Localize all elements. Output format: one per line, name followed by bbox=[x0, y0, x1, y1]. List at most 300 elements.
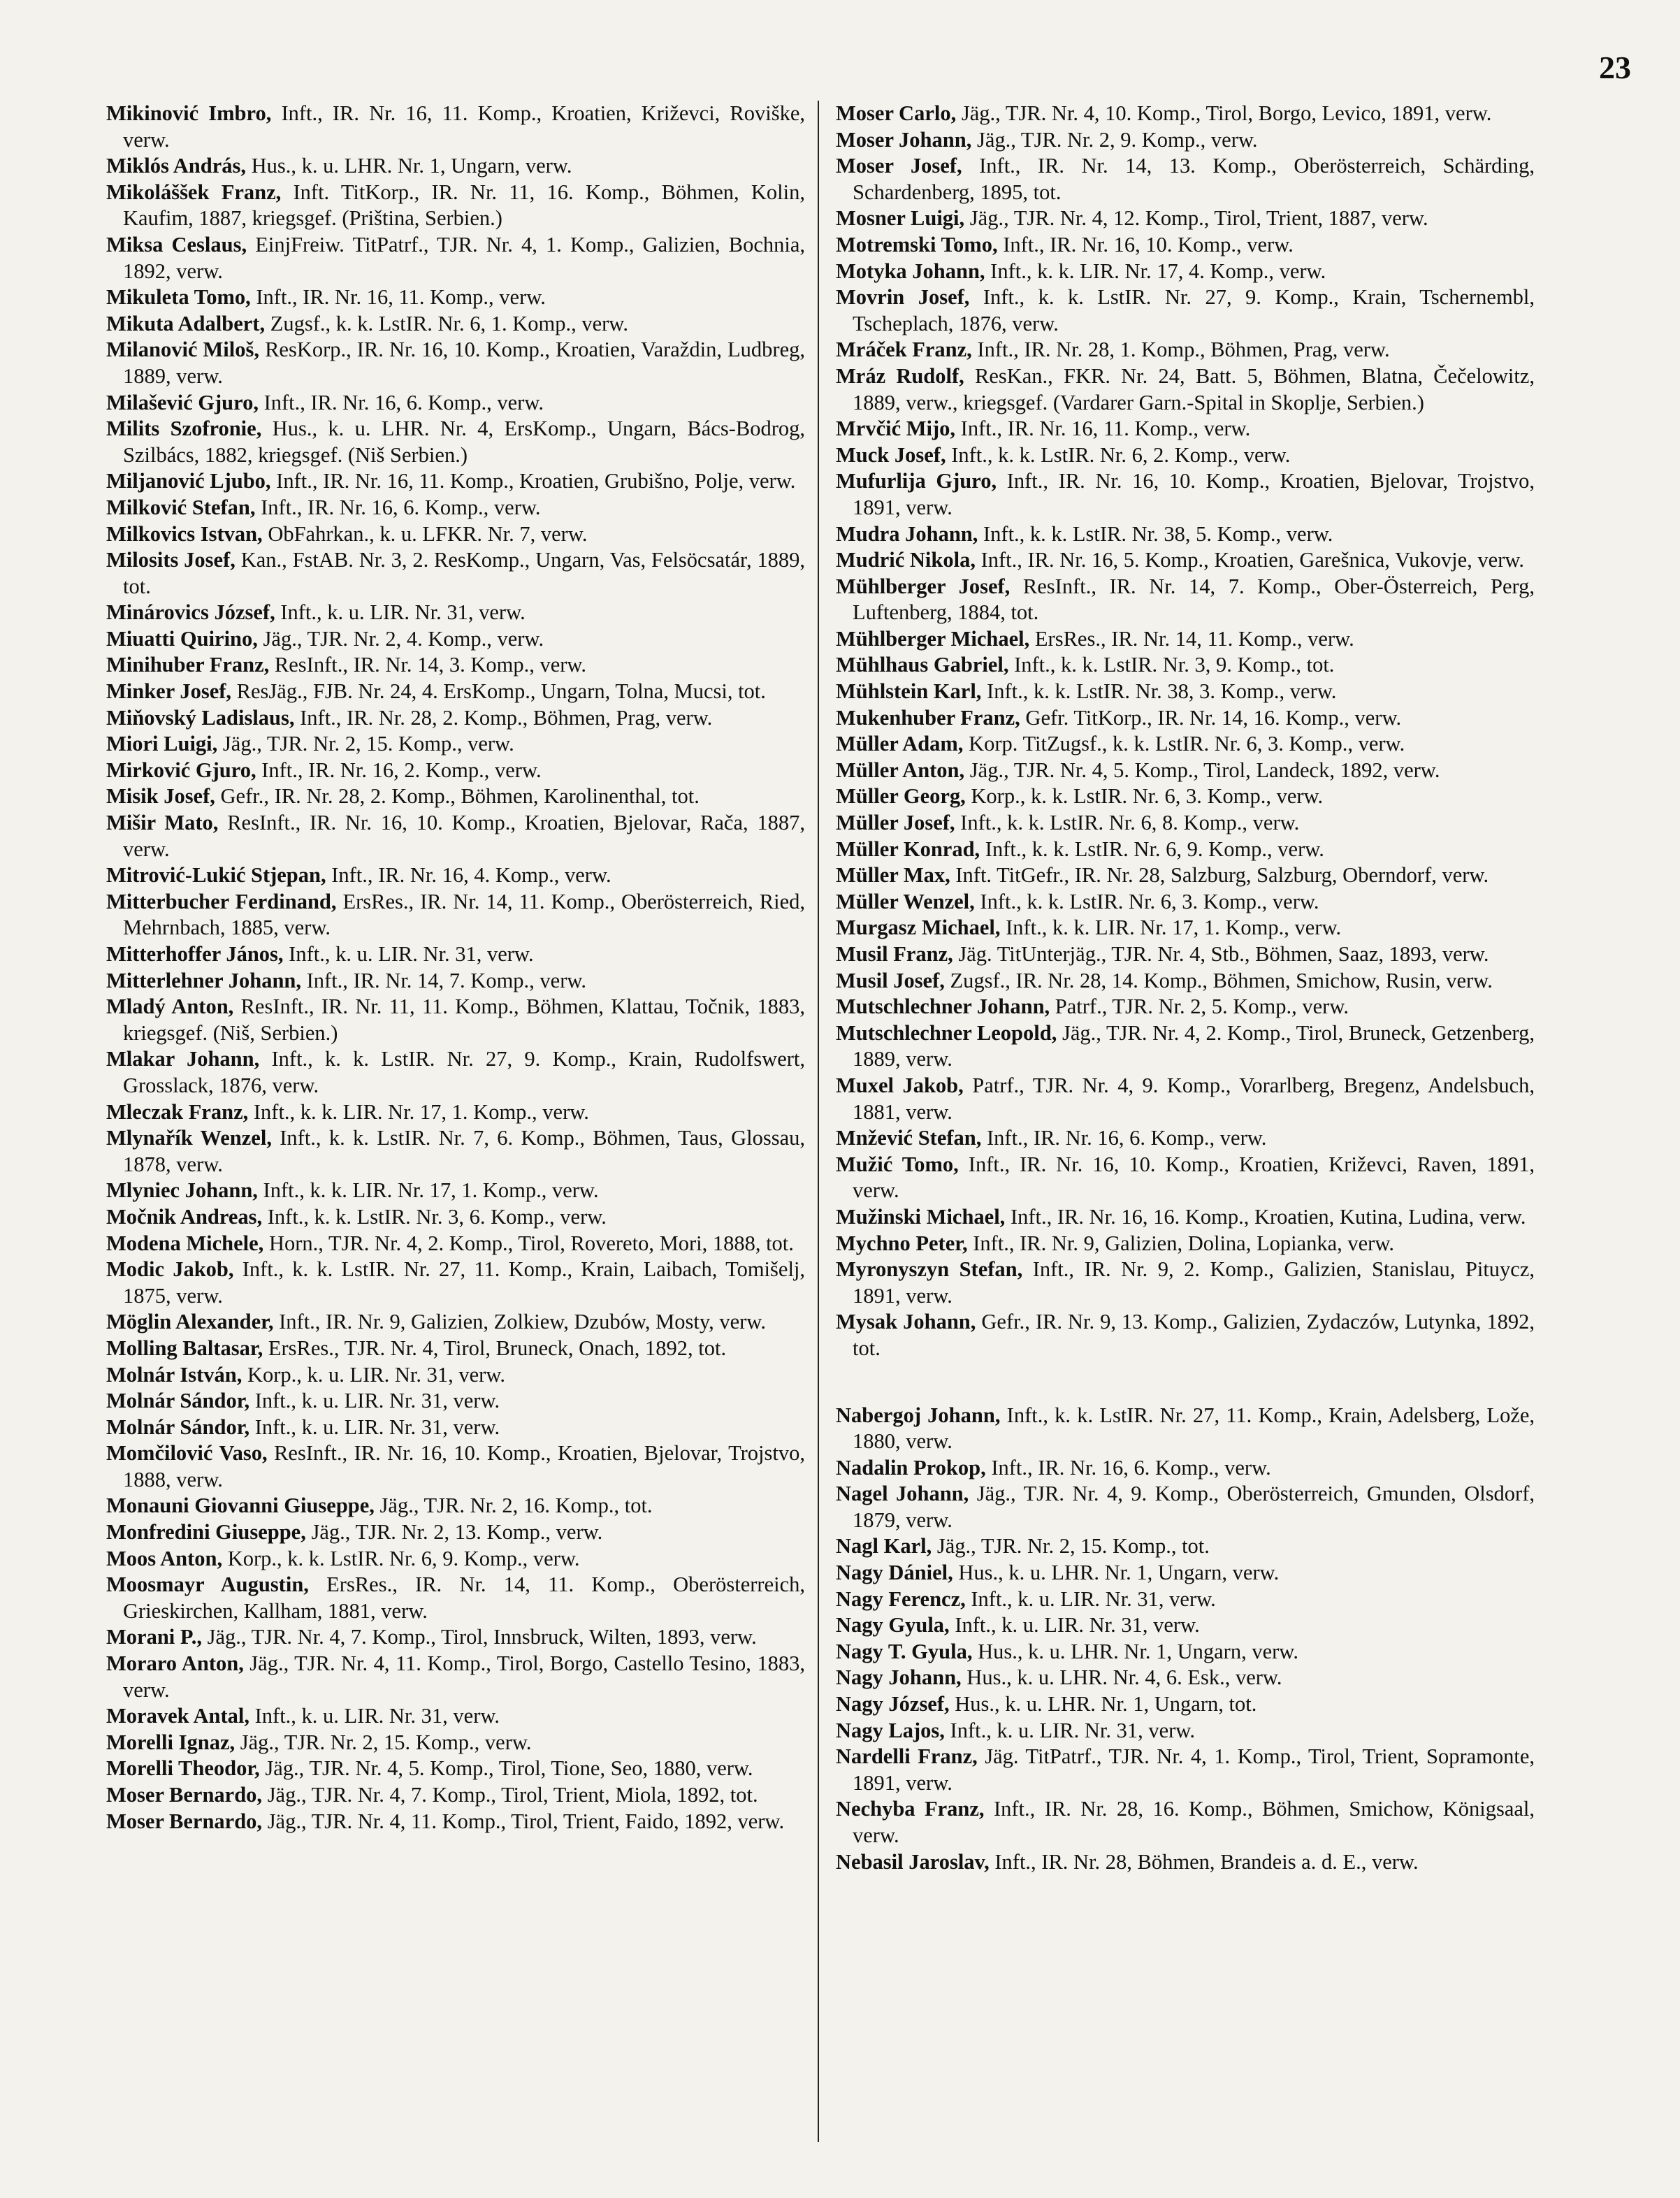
entry-name: Mikoláššek Franz, bbox=[106, 180, 282, 204]
entry-details: Jäg., TJR. Nr. 4, 7. Komp., Tirol, Trient, Miola, 1892, tot. bbox=[267, 1783, 758, 1807]
entry-name: Moos Anton, bbox=[106, 1546, 223, 1570]
entry-details: Inft., k. k. LstIR. Nr. 6, 2. Komp., verw. bbox=[951, 442, 1291, 467]
entry-details: Inft., IR. Nr. 9, Galizien, Dolina, Lopianka, verw. bbox=[973, 1231, 1395, 1255]
list-entry bbox=[836, 574, 1535, 626]
list-entry bbox=[106, 101, 805, 153]
entry-name: Müller Adam, bbox=[836, 732, 964, 756]
list-entry bbox=[836, 626, 1535, 653]
entry-details: Inft., IR. Nr. 28, 2. Komp., Böhmen, Prag, verw. bbox=[300, 705, 713, 730]
entry-details: Inft., IR. Nr. 28, 16. Komp., Böhmen, Smichow, Königsaal, verw. bbox=[853, 1797, 1535, 1847]
entry-details: Jäg., TJR. Nr. 2, 4. Komp., verw. bbox=[263, 626, 544, 651]
page-number: 23 bbox=[1599, 50, 1631, 85]
list-entry bbox=[836, 758, 1535, 784]
entry-details: Inft., k. k. LIR. Nr. 17, 1. Komp., verw. bbox=[1006, 916, 1342, 940]
entry-details: Inft., IR. Nr. 16, 6. Komp., verw. bbox=[261, 495, 541, 519]
list-entry bbox=[106, 1493, 805, 1519]
list-entry bbox=[106, 284, 805, 311]
entry-details: EinjFreiw. TitPatrf., TJR. Nr. 4, 1. Komp., Galizien, Bochnia, 1892, verw. bbox=[123, 232, 805, 283]
list-entry bbox=[106, 1046, 805, 1099]
list-entry bbox=[836, 1455, 1535, 1482]
entry-details: Jäg., TJR. Nr. 2, 13. Komp., verw. bbox=[311, 1520, 603, 1545]
entry-details: Jäg., TJR. Nr. 2, 15. Komp., verw. bbox=[222, 732, 514, 756]
entry-details: Inft., IR. Nr. 16, 2. Komp., verw. bbox=[261, 758, 542, 782]
entry-name: Nadalin Prokop, bbox=[836, 1455, 986, 1480]
entry-details: Gefr., IR. Nr. 9, 13. Komp., Galizien, Zydaczów, Lutynka, 1892, tot. bbox=[853, 1310, 1535, 1360]
list-entry bbox=[106, 783, 805, 810]
entry-name: Moser Josef, bbox=[836, 154, 962, 178]
list-entry bbox=[106, 1362, 805, 1389]
list-entry bbox=[836, 259, 1535, 285]
list-entry bbox=[836, 1744, 1535, 1796]
entry-name: Morelli Theodor, bbox=[106, 1756, 260, 1781]
list-entry bbox=[106, 1204, 805, 1231]
entry-name: Mufurlija Gjuro, bbox=[836, 469, 997, 493]
entry-details: Jäg., TJR. Nr. 2, 15. Komp., tot. bbox=[936, 1534, 1210, 1559]
list-entry bbox=[836, 442, 1535, 469]
entry-name: Moser Bernardo, bbox=[106, 1783, 263, 1807]
list-entry bbox=[836, 968, 1535, 995]
entry-details: Inft., k. k. LstIR. Nr. 27, 9. Komp., Krain, Tschernembl, Tscheplach, 1876, verw. bbox=[853, 285, 1535, 335]
entry-details: Inft., k. k. LstIR. Nr. 3, 6. Komp., verw. bbox=[267, 1204, 607, 1229]
entry-name: Murgasz Michael, bbox=[836, 916, 1001, 940]
entry-details: Inft., IR. Nr. 16, 11. Komp., verw. bbox=[256, 285, 546, 310]
list-entry bbox=[106, 1651, 805, 1703]
entry-name: Mužinski Michael, bbox=[836, 1204, 1006, 1229]
entry-details: Patrf., TJR. Nr. 2, 5. Komp., verw. bbox=[1055, 995, 1349, 1019]
list-entry bbox=[836, 862, 1535, 889]
entry-details: Patrf., TJR. Nr. 4, 9. Komp., Vorarlberg, Bregenz, Andelsbuch, 1881, verw. bbox=[853, 1073, 1535, 1124]
list-entry bbox=[836, 679, 1535, 705]
entry-name: Nagy Dániel, bbox=[836, 1561, 953, 1585]
entry-details: Inft., k. u. LIR. Nr. 31, verw. bbox=[254, 1704, 500, 1728]
entry-details: Inft., k. k. LstIR. Nr. 38, 5. Komp., verw. bbox=[983, 521, 1333, 546]
entry-name: Nagy Johann, bbox=[836, 1665, 962, 1690]
entry-name: Mikuta Adalbert, bbox=[106, 311, 266, 335]
list-entry bbox=[836, 889, 1535, 916]
entry-name: Minihuber Franz, bbox=[106, 653, 270, 677]
entry-details: Hus., k. u. LHR. Nr. 1, Ungarn, verw. bbox=[978, 1639, 1298, 1663]
entry-name: Mladý Anton, bbox=[106, 995, 234, 1019]
entry-details: Inft., k. k. LstIR. Nr. 3, 9. Komp., tot. bbox=[1014, 653, 1335, 677]
entry-details: Jäg., TJR. Nr. 4, 11. Komp., Tirol, Trient, Faido, 1892, verw. bbox=[267, 1809, 785, 1833]
entry-details: Inft., k. u. LIR. Nr. 31, verw. bbox=[289, 942, 534, 966]
list-entry bbox=[836, 1691, 1535, 1718]
entry-details: Inft., k. k. LIR. Nr. 17, 4. Komp., verw. bbox=[990, 259, 1326, 283]
list-entry bbox=[836, 1796, 1535, 1849]
entry-details: Inft., IR. Nr. 9, Galizien, Zolkiew, Dzubów, Mosty, verw. bbox=[279, 1310, 766, 1334]
entry-name: Muck Josef, bbox=[836, 442, 946, 467]
entry-details: Inft., IR. Nr. 16, 6. Komp., verw. bbox=[263, 390, 544, 414]
entry-name: Milašević Gjuro, bbox=[106, 390, 259, 414]
list-entry bbox=[836, 1152, 1535, 1204]
entry-name: Milkovics Istvan, bbox=[106, 521, 263, 546]
list-entry bbox=[106, 1415, 805, 1441]
list-entry bbox=[836, 1612, 1535, 1639]
entry-details: Jäg., TJR. Nr. 4, 11. Komp., Tirol, Borgo, Castello Tesino, 1883, verw. bbox=[123, 1651, 805, 1702]
entry-details: Inft., IR. Nr. 14, 13. Komp., Oberösterreich, Schärding, Schardenberg, 1895, tot. bbox=[853, 154, 1535, 204]
list-entry bbox=[836, 837, 1535, 863]
list-entry bbox=[106, 1178, 805, 1204]
right-column-n-entries bbox=[836, 1403, 1535, 1876]
list-entry bbox=[836, 941, 1535, 968]
list-entry bbox=[836, 1257, 1535, 1309]
list-entry bbox=[836, 101, 1535, 127]
entry-name: Mlakar Johann, bbox=[106, 1047, 260, 1071]
entry-name: Mráz Rudolf, bbox=[836, 363, 964, 388]
list-entry bbox=[836, 153, 1535, 205]
entry-name: Mühlberger Michael, bbox=[836, 626, 1030, 651]
entry-details: ResKorp., IR. Nr. 16, 10. Komp., Kroatien, Varaždin, Ludbreg, 1889, verw. bbox=[123, 338, 805, 388]
list-entry bbox=[836, 521, 1535, 548]
list-entry bbox=[106, 547, 805, 600]
entry-details: ResJäg., FJB. Nr. 24, 4. ErsKomp., Ungarn, Tolna, Mucsi, tot. bbox=[236, 679, 766, 704]
entry-name: Müller Georg, bbox=[836, 784, 966, 809]
entry-details: Inft., IR. Nr. 9, 2. Komp., Galizien, Stanislau, Pituycz, 1891, verw. bbox=[853, 1257, 1535, 1308]
entry-details: Inft., IR. Nr. 16, 5. Komp., Kroatien, Garešnica, Vukovje, verw. bbox=[980, 548, 1525, 572]
list-entry bbox=[836, 1125, 1535, 1152]
entry-details: Hus., k. u. LHR. Nr. 1, Ungarn, verw. bbox=[251, 154, 572, 178]
entry-name: Miljanović Ljubo, bbox=[106, 469, 271, 493]
list-entry bbox=[106, 311, 805, 338]
entry-name: Minker Josef, bbox=[106, 679, 232, 704]
entry-details: Jäg., TJR. Nr. 4, 2. Komp., Tirol, Bruneck, Getzenberg, 1889, verw. bbox=[853, 1020, 1535, 1071]
entry-details: Hus., k. u. LHR. Nr. 1, Ungarn, verw. bbox=[958, 1561, 1280, 1585]
list-entry bbox=[836, 1403, 1535, 1455]
entry-details: Inft., IR. Nr. 16, 4. Komp., verw. bbox=[331, 863, 611, 888]
entry-name: Nardelli Franz, bbox=[836, 1744, 978, 1769]
entry-name: Mysak Johann, bbox=[836, 1310, 976, 1334]
list-entry bbox=[106, 390, 805, 417]
entry-name: Mudrić Nikola, bbox=[836, 548, 976, 572]
entry-name: Mikinović Imbro, bbox=[106, 101, 272, 125]
entry-name: Nagy Gyula, bbox=[836, 1613, 950, 1637]
list-entry bbox=[836, 547, 1535, 574]
entry-name: Muxel Jakob, bbox=[836, 1073, 964, 1097]
entry-name: Müller Konrad, bbox=[836, 837, 980, 861]
entry-name: Moser Bernardo, bbox=[106, 1809, 263, 1833]
entry-name: Nagel Johann, bbox=[836, 1482, 969, 1506]
entry-name: Mychno Peter, bbox=[836, 1231, 968, 1255]
list-entry bbox=[836, 284, 1535, 337]
list-entry bbox=[836, 416, 1535, 442]
entry-details: ObFahrkan., k. u. LFKR. Nr. 7, verw. bbox=[268, 521, 588, 546]
entry-details: ResKan., FKR. Nr. 24, Batt. 5, Böhmen, Blatna, Čečelowitz, 1889, verw., kriegsgef. (Vardarer Garn.-Spital in Skoplje, Serbien.) bbox=[853, 363, 1535, 414]
list-entry bbox=[106, 468, 805, 495]
list-entry bbox=[836, 205, 1535, 232]
entry-details: Jäg., TJR. Nr. 2, 9. Komp., verw. bbox=[976, 127, 1258, 152]
entry-name: Myronyszyn Stefan, bbox=[836, 1257, 1023, 1282]
entry-details: Korp., k. k. LstIR. Nr. 6, 3. Komp., verw. bbox=[971, 784, 1324, 809]
entry-details: Inft., k. k. LstIR. Nr. 27, 11. Komp., Krain, Laibach, Tomišelj, 1875, verw. bbox=[123, 1257, 805, 1308]
list-entry bbox=[106, 652, 805, 679]
entry-details: Inft., k. k. LstIR. Nr. 7, 6. Komp., Böhmen, Taus, Glossau, 1878, verw. bbox=[123, 1126, 805, 1176]
entry-name: Nebasil Jaroslav, bbox=[836, 1849, 990, 1874]
entry-details: Inft. TitKorp., IR. Nr. 11, 16. Komp., Böhmen, Kolin, Kaufim, 1887, kriegsgef. (Priština, Serbien.) bbox=[123, 180, 805, 231]
list-entry bbox=[836, 1309, 1535, 1361]
entry-name: Mitrović-Lukić Stjepan, bbox=[106, 863, 326, 888]
entry-details: Inft., k. k. LstIR. Nr. 38, 3. Komp., verw. bbox=[987, 679, 1337, 704]
list-entry bbox=[836, 1020, 1535, 1073]
entry-name: Mudra Johann, bbox=[836, 521, 978, 546]
list-entry bbox=[836, 705, 1535, 732]
entry-details: Inft., k. k. LstIR. Nr. 27, 9. Komp., Krain, Rudolfswert, Grosslack, 1876, verw. bbox=[123, 1047, 805, 1097]
entry-name: Mühlhaus Gabriel, bbox=[836, 653, 1009, 677]
list-entry bbox=[836, 915, 1535, 941]
list-entry bbox=[106, 626, 805, 653]
entry-name: Monauni Giovanni Giuseppe, bbox=[106, 1494, 375, 1518]
list-entry bbox=[836, 468, 1535, 521]
list-entry bbox=[836, 783, 1535, 810]
list-entry bbox=[836, 1586, 1535, 1613]
entry-name: Milits Szofronie, bbox=[106, 417, 262, 441]
entry-name: Musil Franz, bbox=[836, 942, 953, 966]
entry-details: Hus., k. u. LHR. Nr. 4, 6. Esk., verw. bbox=[966, 1665, 1282, 1690]
entry-name: Molnár Sándor, bbox=[106, 1389, 250, 1413]
list-entry bbox=[836, 652, 1535, 679]
list-entry bbox=[106, 1519, 805, 1546]
entry-name: Močnik Andreas, bbox=[106, 1204, 263, 1229]
entry-name: Mlyniec Johann, bbox=[106, 1178, 258, 1203]
list-entry bbox=[106, 1440, 805, 1493]
list-entry bbox=[106, 1730, 805, 1756]
entry-details: Inft., k. u. LIR. Nr. 31, verw. bbox=[950, 1718, 1195, 1742]
list-entry bbox=[836, 1639, 1535, 1665]
entry-name: Monfredini Giuseppe, bbox=[106, 1520, 306, 1545]
entry-name: Moraro Anton, bbox=[106, 1651, 244, 1676]
column-divider bbox=[818, 101, 819, 2142]
list-entry bbox=[106, 232, 805, 284]
entry-details: Jäg. TitUnterjäg., TJR. Nr. 4, Stb., Böhmen, Saaz, 1893, verw. bbox=[958, 942, 1489, 966]
list-entry bbox=[106, 1309, 805, 1336]
list-entry bbox=[106, 679, 805, 705]
entry-name: Motyka Johann, bbox=[836, 259, 985, 283]
entry-details: Inft., k. k. LIR. Nr. 17, 1. Komp., verw. bbox=[263, 1178, 599, 1203]
list-entry bbox=[106, 600, 805, 626]
list-entry bbox=[106, 1756, 805, 1782]
entry-details: ErsRes., TJR. Nr. 4, Tirol, Bruneck, Onach, 1892, tot. bbox=[268, 1336, 727, 1360]
entry-details: Kan., FstAB. Nr. 3, 2. ResKomp., Ungarn, Vas, Felsöcsatár, 1889, tot. bbox=[123, 548, 805, 598]
entry-details: Jäg., TJR. Nr. 4, 10. Komp., Tirol, Borgo, Levico, 1891, verw. bbox=[961, 101, 1492, 125]
list-entry bbox=[106, 941, 805, 968]
list-entry bbox=[106, 495, 805, 521]
entry-details: Inft., k. u. LIR. Nr. 31, verw. bbox=[254, 1415, 500, 1439]
entry-name: Moser Carlo, bbox=[836, 101, 957, 125]
entry-name: Nagl Karl, bbox=[836, 1534, 932, 1559]
list-entry bbox=[106, 1809, 805, 1835]
list-entry bbox=[836, 1560, 1535, 1586]
list-entry bbox=[106, 521, 805, 548]
list-entry bbox=[836, 1849, 1535, 1876]
entry-details: Zugsf., k. k. LstIR. Nr. 6, 1. Komp., verw. bbox=[270, 311, 628, 335]
list-entry bbox=[106, 1782, 805, 1809]
entry-name: Milosits Josef, bbox=[106, 548, 236, 572]
entry-details: Jäg., TJR. Nr. 4, 12. Komp., Tirol, Trient, 1887, verw. bbox=[969, 206, 1428, 231]
entry-name: Mitterbucher Ferdinand, bbox=[106, 889, 337, 913]
entry-details: Inft. TitGefr., IR. Nr. 28, Salzburg, Salzburg, Oberndorf, verw. bbox=[955, 863, 1489, 888]
list-entry bbox=[106, 1231, 805, 1257]
entry-name: Müller Wenzel, bbox=[836, 889, 975, 913]
list-entry bbox=[106, 1546, 805, 1572]
entry-details: Inft., IR. Nr. 16, 10. Komp., Kroatien, Bjelovar, Trojstvo, 1891, verw. bbox=[853, 469, 1535, 519]
left-column bbox=[106, 101, 805, 2156]
list-entry bbox=[106, 810, 805, 862]
entry-details: Gefr. TitKorp., IR. Nr. 14, 16. Komp., verw. bbox=[1025, 705, 1402, 730]
entry-name: Miuatti Quirino, bbox=[106, 626, 258, 651]
list-entry bbox=[836, 1231, 1535, 1257]
entry-details: Korp. TitZugsf., k. k. LstIR. Nr. 6, 3. Komp., verw. bbox=[969, 732, 1405, 756]
entry-name: Mráček Franz, bbox=[836, 338, 972, 362]
entry-name: Mirković Gjuro, bbox=[106, 758, 256, 782]
entry-name: Nagy Ferencz, bbox=[836, 1586, 966, 1611]
list-entry bbox=[106, 1624, 805, 1651]
entry-details: ErsRes., IR. Nr. 14, 11. Komp., Oberösterreich, Grieskirchen, Kallham, 1881, verw. bbox=[123, 1572, 805, 1623]
entry-name: Möglin Alexander, bbox=[106, 1310, 274, 1334]
list-entry bbox=[106, 889, 805, 941]
list-entry bbox=[836, 1481, 1535, 1533]
entry-name: Nagy T. Gyula, bbox=[836, 1639, 973, 1663]
entry-details: ResInft., IR. Nr. 11, 11. Komp., Böhmen, Klattau, Točnik, 1883, kriegsgef. (Niš, Serbien.) bbox=[123, 995, 805, 1045]
list-entry bbox=[836, 1665, 1535, 1691]
entry-name: Musil Josef, bbox=[836, 968, 945, 992]
entry-details: Inft., k. k. LstIR. Nr. 6, 9. Komp., verw. bbox=[985, 837, 1324, 861]
entry-details: Inft., k. u. LIR. Nr. 31, verw. bbox=[971, 1586, 1216, 1611]
list-entry bbox=[836, 363, 1535, 416]
entry-name: Mišir Mato, bbox=[106, 811, 219, 835]
entry-name: Mukenhuber Franz, bbox=[836, 705, 1020, 730]
entry-name: Mleczak Franz, bbox=[106, 1099, 249, 1124]
list-entry bbox=[106, 994, 805, 1046]
entry-name: Morani P., bbox=[106, 1625, 202, 1649]
list-entry bbox=[106, 1125, 805, 1178]
list-entry bbox=[106, 1099, 805, 1126]
entry-name: Miňovský Ladislaus, bbox=[106, 705, 295, 730]
list-entry bbox=[836, 1204, 1535, 1231]
entry-details: ResInft., IR. Nr. 16, 10. Komp., Kroatien, Bjelovar, Trojstvo, 1888, verw. bbox=[123, 1441, 805, 1491]
entry-details: Gefr., IR. Nr. 28, 2. Komp., Böhmen, Karolinenthal, tot. bbox=[220, 784, 700, 809]
entry-name: Nagy József, bbox=[836, 1692, 950, 1716]
right-column bbox=[836, 101, 1535, 2156]
entry-details: Inft., k. k. LstIR. Nr. 6, 3. Komp., verw. bbox=[980, 889, 1319, 913]
entry-details: Inft., k. k. LIR. Nr. 17, 1. Komp., verw. bbox=[253, 1099, 589, 1124]
entry-name: Milanović Miloš, bbox=[106, 338, 259, 362]
entry-name: Mlynařík Wenzel, bbox=[106, 1126, 272, 1150]
entry-name: Mitterlehner Johann, bbox=[106, 968, 301, 992]
entry-name: Miklós András, bbox=[106, 154, 246, 178]
right-column-m-entries bbox=[836, 101, 1535, 1362]
list-entry bbox=[836, 1073, 1535, 1125]
entry-name: Müller Max, bbox=[836, 863, 950, 888]
entry-name: Nechyba Franz, bbox=[836, 1797, 985, 1821]
entry-name: Mutschlechner Leopold, bbox=[836, 1020, 1057, 1045]
entry-details: Inft., k. u. LIR. Nr. 31, verw. bbox=[955, 1613, 1200, 1637]
entry-name: Mitterhoffer János, bbox=[106, 942, 284, 966]
entry-name: Moser Johann, bbox=[836, 127, 972, 152]
entry-name: Molnár Sándor, bbox=[106, 1415, 250, 1439]
entry-name: Movrin Josef, bbox=[836, 285, 970, 310]
entry-name: Müller Josef, bbox=[836, 811, 955, 835]
list-entry bbox=[106, 1703, 805, 1730]
list-entry bbox=[106, 1336, 805, 1362]
entry-name: Mühlstein Karl, bbox=[836, 679, 982, 704]
list-entry bbox=[106, 758, 805, 784]
entry-name: Misik Josef, bbox=[106, 784, 215, 809]
list-entry bbox=[106, 1388, 805, 1415]
entry-name: Morelli Ignaz, bbox=[106, 1730, 236, 1754]
list-entry bbox=[106, 1257, 805, 1309]
entry-name: Modic Jakob, bbox=[106, 1257, 234, 1282]
entry-details: ResInft., IR. Nr. 14, 7. Komp., Ober-Österreich, Perg, Luftenberg, 1884, tot. bbox=[853, 574, 1535, 625]
entry-name: Miori Luigi, bbox=[106, 732, 218, 756]
entry-details: Inft., IR. Nr. 16, 10. Komp., verw. bbox=[1003, 232, 1294, 256]
entry-details: Inft., IR. Nr. 16, 11. Komp., Kroatien, Križevci, Roviške, verw. bbox=[123, 101, 805, 152]
list-entry bbox=[836, 731, 1535, 758]
entry-details: Hus., k. u. LHR. Nr. 4, ErsKomp., Ungarn, Bács-Bodrog, Szilbács, 1882, kriegsgef. (Niš Serbien.) bbox=[123, 417, 805, 467]
entry-details: Jäg., TJR. Nr. 4, 5. Komp., Tirol, Landeck, 1892, verw. bbox=[969, 758, 1440, 782]
entry-name: Mosner Luigi, bbox=[836, 206, 965, 231]
list-entry bbox=[836, 1718, 1535, 1744]
entry-details: Inft., IR. Nr. 28, Böhmen, Brandeis a. d. E., verw. bbox=[994, 1849, 1419, 1874]
entry-details: Hus., k. u. LHR. Nr. 1, Ungarn, tot. bbox=[955, 1692, 1257, 1716]
entry-details: Inft., IR. Nr. 16, 10. Komp., Kroatien, Križevci, Raven, 1891, verw. bbox=[853, 1152, 1535, 1203]
entry-name: Momčilović Vaso, bbox=[106, 1441, 268, 1466]
entry-name: Molnár István, bbox=[106, 1362, 242, 1387]
list-entry bbox=[836, 337, 1535, 363]
entry-details: Inft., IR. Nr. 16, 6. Komp., verw. bbox=[987, 1126, 1267, 1150]
entry-details: Inft., IR. Nr. 16, 16. Komp., Kroatien, Kutina, Ludina, verw. bbox=[1010, 1204, 1526, 1229]
entry-details: Inft., k. u. LIR. Nr. 31, verw. bbox=[280, 600, 526, 625]
entry-details: Korp., k. k. LstIR. Nr. 6, 9. Komp., verw. bbox=[227, 1546, 580, 1570]
entry-details: Zugsf., IR. Nr. 28, 14. Komp., Böhmen, Smichow, Rusin, verw. bbox=[950, 968, 1493, 992]
entry-details: Jäg. TitPatrf., TJR. Nr. 4, 1. Komp., Tirol, Trient, Sopramonte, 1891, verw. bbox=[853, 1744, 1535, 1795]
entry-name: Müller Anton, bbox=[836, 758, 965, 782]
list-entry bbox=[106, 416, 805, 468]
list-entry bbox=[836, 232, 1535, 259]
list-entry bbox=[106, 180, 805, 232]
entry-name: Miksa Ceslaus, bbox=[106, 232, 247, 256]
entry-details: ErsRes., IR. Nr. 14, 11. Komp., Oberösterreich, Ried, Mehrnbach, 1885, verw. bbox=[123, 889, 805, 940]
entry-name: Modena Michele, bbox=[106, 1231, 264, 1255]
entry-details: Inft., k. k. LstIR. Nr. 27, 11. Komp., Krain, Adelsberg, Lože, 1880, verw. bbox=[853, 1403, 1535, 1454]
entry-details: Inft., k. u. LIR. Nr. 31, verw. bbox=[254, 1389, 500, 1413]
section-gap bbox=[836, 1362, 1535, 1403]
entry-name: Nabergoj Johann, bbox=[836, 1403, 1001, 1427]
entry-details: Horn., TJR. Nr. 4, 2. Komp., Tirol, Rovereto, Mori, 1888, tot. bbox=[268, 1231, 794, 1255]
entry-name: Milković Stefan, bbox=[106, 495, 256, 519]
entry-details: Jäg., TJR. Nr. 4, 7. Komp., Tirol, Innsbruck, Wilten, 1893, verw. bbox=[207, 1625, 757, 1649]
entry-details: Inft., IR. Nr. 16, 11. Komp., Kroatien, Grubišno, Polje, verw. bbox=[276, 469, 796, 493]
entry-details: Inft., IR. Nr. 16, 11. Komp., verw. bbox=[960, 417, 1251, 441]
entry-details: Korp., k. u. LIR. Nr. 31, verw. bbox=[247, 1362, 506, 1387]
entry-details: Inft., IR. Nr. 14, 7. Komp., verw. bbox=[306, 968, 587, 992]
entry-name: Mužić Tomo, bbox=[836, 1152, 959, 1176]
list-entry bbox=[836, 127, 1535, 154]
entry-name: Molling Baltasar, bbox=[106, 1336, 263, 1360]
entry-name: Mnžević Stefan, bbox=[836, 1126, 982, 1150]
entry-name: Moravek Antal, bbox=[106, 1704, 250, 1728]
entry-name: Mutschlechner Johann, bbox=[836, 995, 1050, 1019]
entry-name: Minárovics József, bbox=[106, 600, 275, 625]
list-entry bbox=[106, 337, 805, 389]
list-entry bbox=[106, 968, 805, 995]
entry-details: Jäg., TJR. Nr. 4, 9. Komp., Oberösterreich, Gmunden, Olsdorf, 1879, verw. bbox=[853, 1482, 1535, 1532]
list-entry bbox=[106, 731, 805, 758]
entry-details: Inft., IR. Nr. 28, 1. Komp., Böhmen, Prag, verw. bbox=[977, 338, 1390, 362]
entry-name: Motremski Tomo, bbox=[836, 232, 998, 256]
entry-details: Inft., k. k. LstIR. Nr. 6, 8. Komp., verw. bbox=[960, 811, 1300, 835]
entry-name: Moosmayr Augustin, bbox=[106, 1572, 309, 1597]
entry-details: ResInft., IR. Nr. 14, 3. Komp., verw. bbox=[274, 653, 587, 677]
entry-details: ResInft., IR. Nr. 16, 10. Komp., Kroatien, Bjelovar, Rača, 1887, verw. bbox=[123, 811, 805, 861]
